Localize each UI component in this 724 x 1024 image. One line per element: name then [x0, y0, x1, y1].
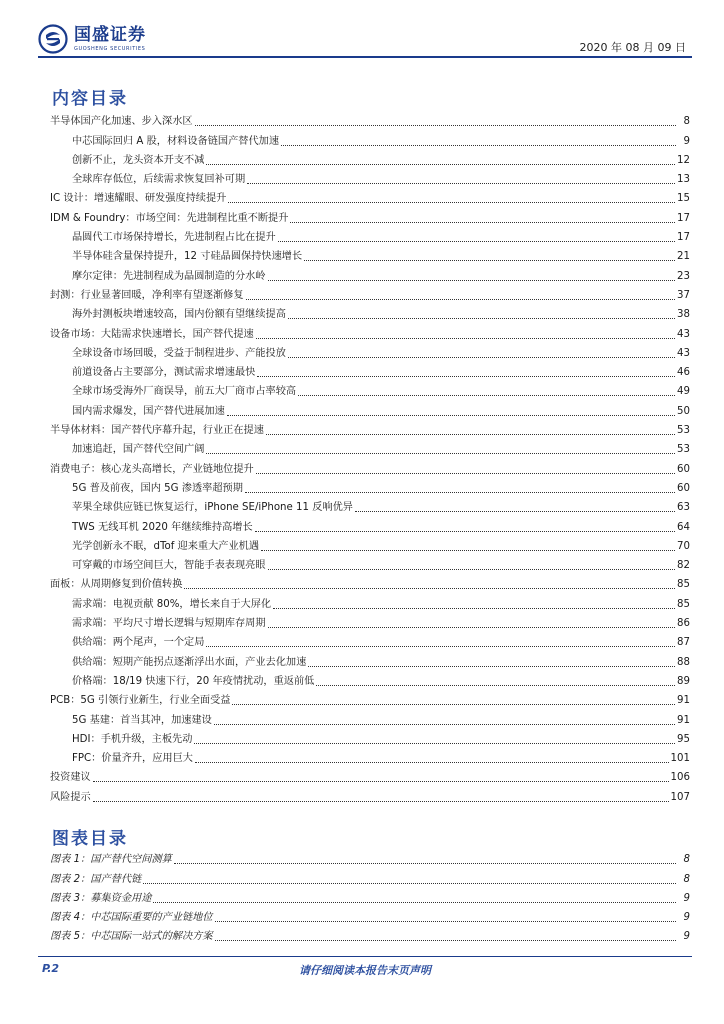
dot-leader [256, 473, 675, 474]
dot-leader [281, 145, 676, 146]
entry-title: 摩尔定律：先进制程成为晶圆制造的分水岭 [72, 270, 266, 282]
entry-title: 半导体硅含量保持提升，12 寸硅晶圆保持快速增长 [72, 251, 303, 263]
entry-title: HDI：手机升级，主板先动 [72, 733, 193, 745]
entry-page-number: 95 [677, 733, 690, 745]
toc-subentry[interactable] [50, 264, 690, 283]
dot-leader [288, 357, 675, 358]
dot-leader [174, 863, 676, 864]
dot-leader [278, 241, 675, 242]
entry-title: 风险提示 [50, 791, 91, 803]
toc-subentry[interactable] [50, 168, 690, 187]
entry-title: 供给端：短期产能拐点逐渐浮出水面，产业去化加速 [72, 656, 307, 668]
dot-leader [355, 511, 675, 512]
entry-title: 全球库存低位，后续需求恢复回补可期 [72, 174, 246, 186]
dot-leader [206, 646, 675, 647]
entry-title: 苹果全球供应链已恢复运行，iPhone SE/iPhone 11 反响优异 [72, 502, 353, 514]
toc-subentry[interactable] [50, 554, 690, 573]
entry-page-number: 107 [670, 791, 690, 803]
entry-title: 5G 普及前夜，国内 5G 渗透率超预期 [72, 482, 243, 494]
dot-leader [316, 685, 675, 686]
table-of-contents [50, 110, 690, 805]
entry-title: 可穿戴的市场空间巨大，智能手表表现亮眼 [72, 560, 266, 572]
entry-page-number: 70 [677, 540, 690, 552]
entry-page-number: 60 [677, 463, 690, 475]
dot-leader [215, 940, 676, 941]
entry-page-number: 86 [677, 618, 690, 630]
dot-leader [93, 781, 669, 782]
entry-title: 国内需求爆发，国产替代进展加速 [72, 405, 225, 417]
toc-subentry[interactable] [50, 496, 690, 515]
entry-page-number: 49 [677, 386, 690, 398]
logo-chinese-name: 国盛证券 [74, 24, 146, 45]
dot-leader [153, 902, 676, 903]
dot-leader [268, 569, 675, 570]
entry-page-number: 8 [683, 873, 690, 885]
entry-page-number: 38 [677, 309, 690, 321]
entry-page-number: 85 [677, 579, 690, 591]
dot-leader [195, 125, 676, 126]
toc-subentry[interactable] [50, 438, 690, 457]
header-divider [38, 56, 692, 58]
dot-leader [195, 762, 669, 763]
entry-page-number: 13 [677, 174, 690, 186]
entry-title: 海外封测板块增速较高，国内份额有望继续提高 [72, 309, 286, 321]
dot-leader [255, 531, 675, 532]
report-date: 2020 年 08 月 09 日 [579, 41, 686, 54]
toc-subentry[interactable] [50, 129, 690, 148]
toc-subentry[interactable] [50, 650, 690, 669]
guosheng-logo-icon [38, 24, 68, 54]
dot-leader [247, 183, 675, 184]
entry-page-number: 53 [677, 425, 690, 437]
entry-title: 半导体材料：国产替代序幕升起，行业正在提速 [50, 425, 264, 437]
entry-title: 晶圆代工市场保持增长，先进制程占比在提升 [72, 232, 276, 244]
entry-title: 半导体国产化加速、步入深水区 [50, 116, 193, 128]
toc-title: 内容目录 [52, 89, 128, 109]
entry-page-number: 21 [677, 251, 690, 263]
entry-page-number: 63 [677, 502, 690, 514]
toc-subentry[interactable] [50, 149, 690, 168]
dot-leader [304, 260, 675, 261]
entry-page-number: 106 [670, 772, 690, 784]
toc-entry[interactable] [50, 322, 690, 341]
entry-title: IDM & Foundry：市场空间：先进制程比重不断提升 [50, 212, 289, 224]
dot-leader [143, 883, 676, 884]
entry-page-number: 60 [677, 482, 690, 494]
toc-entry[interactable] [50, 110, 690, 129]
toc-subentry[interactable] [50, 631, 690, 650]
toc-subentry[interactable] [50, 361, 690, 380]
dot-leader [308, 666, 675, 667]
dot-leader [246, 299, 675, 300]
company-logo [38, 22, 146, 56]
entry-page-number: 9 [683, 912, 690, 924]
toc-entry[interactable] [50, 689, 690, 708]
entry-title: 图表 1：国产替代空间测算 [50, 854, 172, 866]
entry-title: 图表 5：中芯国际一站式的解决方案 [50, 931, 213, 943]
entry-page-number: 101 [670, 753, 690, 765]
entry-page-number: 91 [677, 714, 690, 726]
toc-entry[interactable] [50, 457, 690, 476]
entry-page-number: 85 [677, 598, 690, 610]
toc-subentry[interactable] [50, 226, 690, 245]
dot-leader [227, 415, 675, 416]
toc-subentry[interactable] [50, 477, 690, 496]
entry-title: 供给端：两个尾声，一个定局 [72, 637, 205, 649]
entry-page-number: 91 [677, 695, 690, 707]
entry-title: 中芯国际回归 A 股，材料设备链国产替代加速 [72, 135, 280, 147]
toc-subentry[interactable] [50, 728, 690, 747]
entry-page-number: 23 [677, 270, 690, 282]
entry-page-number: 50 [677, 405, 690, 417]
figure-entry[interactable] [50, 906, 690, 925]
toc-subentry[interactable] [50, 303, 690, 322]
toc-subentry[interactable] [50, 245, 690, 264]
entry-title: 全球设备市场回暖，受益于制程进步、产能投放 [72, 347, 286, 359]
entry-page-number: 9 [683, 892, 690, 904]
entry-page-number: 43 [677, 328, 690, 340]
footer-divider [38, 956, 692, 957]
entry-title: IC 设计：增速耀眼、研发强度持续提升 [50, 193, 227, 205]
entry-page-number: 82 [677, 560, 690, 572]
dot-leader [232, 704, 675, 705]
dot-leader [268, 280, 675, 281]
toc-subentry[interactable] [50, 342, 690, 361]
entry-page-number: 8 [683, 854, 690, 866]
dot-leader [266, 434, 675, 435]
toc-subentry[interactable] [50, 592, 690, 611]
entry-title: 全球市场受海外厂商误导，前五大厂商市占率较高 [72, 386, 297, 398]
entry-title: 图表 3：募集资金用途 [50, 892, 152, 904]
entry-title: 面板：从周期修复到价值转换 [50, 579, 183, 591]
entry-page-number: 37 [677, 289, 690, 301]
entry-title: 投资建议 [50, 772, 91, 784]
dot-leader [268, 627, 675, 628]
entry-title: PCB：5G 引领行业新生，行业全面受益 [50, 695, 231, 707]
footer-disclaimer: 请仔细阅读本报告末页声明 [299, 964, 431, 977]
entry-title: 需求端：平均尺寸增长逻辑与短期库存周期 [72, 618, 266, 630]
dot-leader [215, 921, 676, 922]
toc-subentry[interactable] [50, 535, 690, 554]
entry-title: 设备市场：大陆需求快速增长，国产替代提速 [50, 328, 254, 340]
toc-subentry[interactable] [50, 612, 690, 631]
figure-entry[interactable] [50, 925, 690, 944]
entry-title: 图表 2：国产替代链 [50, 873, 142, 885]
dot-leader [256, 338, 675, 339]
toc-subentry[interactable] [50, 708, 690, 727]
dot-leader [206, 164, 675, 165]
entry-page-number: 89 [677, 675, 690, 687]
entry-page-number: 15 [677, 193, 690, 205]
entry-title: 图表 4：中芯国际重要的产业链地位 [50, 912, 213, 924]
dot-leader [290, 222, 675, 223]
page-footer [38, 956, 692, 976]
entry-page-number: 9 [683, 135, 690, 147]
dot-leader [245, 492, 675, 493]
figures-title: 图表目录 [52, 829, 128, 849]
toc-subentry[interactable] [50, 670, 690, 689]
entry-page-number: 64 [677, 521, 690, 533]
dot-leader [93, 801, 669, 802]
entry-title: 光学创新永不眠，dTof 迎来重大产业机遇 [72, 540, 260, 552]
dot-leader [261, 550, 675, 551]
toc-subentry[interactable] [50, 747, 690, 766]
logo-english-name: GUOSHENG SECURITIES [74, 45, 146, 52]
figure-entry[interactable] [50, 867, 690, 886]
entry-page-number: 53 [677, 444, 690, 456]
entry-page-number: 88 [677, 656, 690, 668]
entry-title: 价格端：18/19 快速下行，20 年疫情扰动，重返前低 [72, 675, 315, 687]
toc-entry[interactable] [50, 419, 690, 438]
toc-entry[interactable] [50, 766, 690, 785]
dot-leader [228, 202, 675, 203]
entry-page-number: 8 [683, 116, 690, 128]
figure-entry[interactable] [50, 848, 690, 867]
dot-leader [206, 453, 675, 454]
toc-subentry[interactable] [50, 380, 690, 399]
list-of-figures [50, 848, 690, 944]
entry-page-number: 9 [683, 931, 690, 943]
toc-entry[interactable] [50, 785, 690, 804]
entry-page-number: 87 [677, 637, 690, 649]
entry-title: 创新不止，龙头资本开支不减 [72, 154, 205, 166]
toc-entry[interactable] [50, 206, 690, 225]
entry-title: 消费电子：核心龙头高增长，产业链地位提升 [50, 463, 254, 475]
page-number: P.2 [42, 962, 60, 975]
entry-page-number: 43 [677, 347, 690, 359]
dot-leader [194, 743, 675, 744]
entry-title: 前道设备占主要部分，测试需求增速最快 [72, 367, 256, 379]
figure-entry[interactable] [50, 887, 690, 906]
entry-page-number: 12 [677, 154, 690, 166]
entry-title: TWS 无线耳机 2020 年继续维持高增长 [72, 521, 253, 533]
toc-subentry[interactable] [50, 399, 690, 418]
dot-leader [214, 724, 675, 725]
entry-title: 封测：行业显著回暖，净利率有望逐渐修复 [50, 289, 244, 301]
dot-leader [273, 608, 675, 609]
dot-leader [184, 588, 675, 589]
toc-entry[interactable] [50, 284, 690, 303]
dot-leader [257, 376, 675, 377]
entry-page-number: 17 [677, 232, 690, 244]
toc-entry[interactable] [50, 187, 690, 206]
entry-title: FPC：价量齐升，应用巨大 [72, 753, 193, 765]
entry-title: 加速追赶，国产替代空间广阔 [72, 444, 205, 456]
dot-leader [288, 318, 675, 319]
toc-entry[interactable] [50, 573, 690, 592]
entry-title: 需求端：电视贡献 80%，增长来自于大屏化 [72, 598, 272, 610]
entry-title: 5G 基建：首当其冲，加速建设 [72, 714, 212, 726]
toc-subentry[interactable] [50, 515, 690, 534]
dot-leader [298, 395, 675, 396]
entry-page-number: 46 [677, 367, 690, 379]
entry-page-number: 17 [677, 212, 690, 224]
